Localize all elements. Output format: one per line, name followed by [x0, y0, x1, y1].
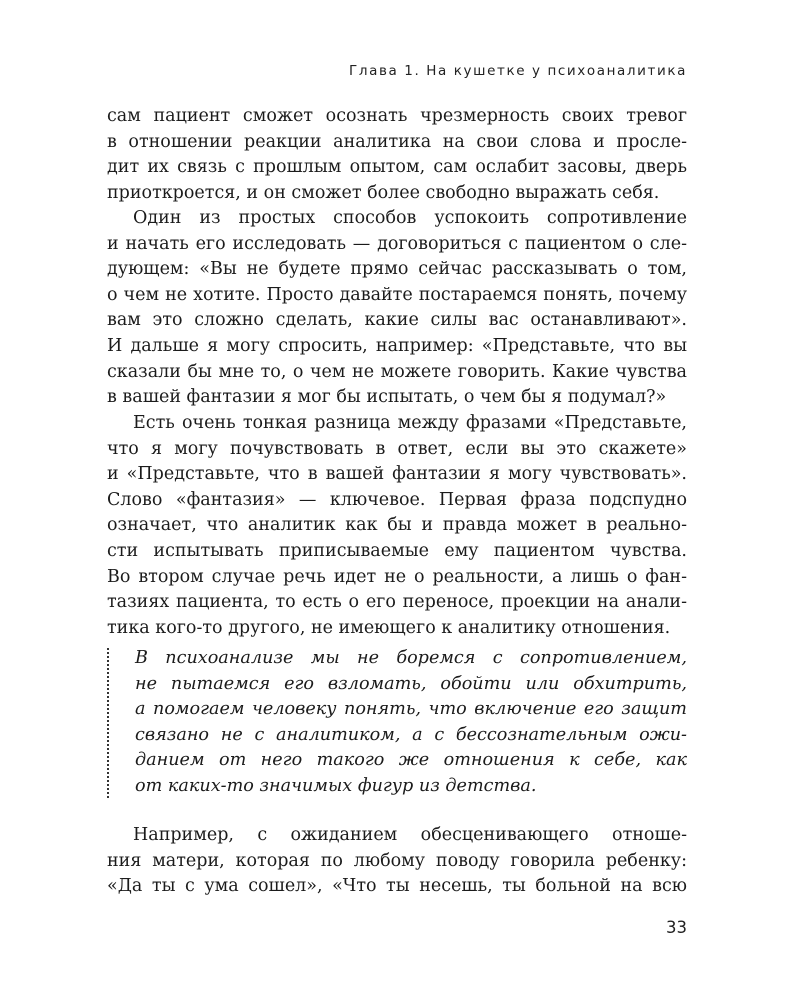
text-line: вам это сложно сделать, какие силы вас останавливают». — [107, 310, 687, 331]
text-line: И дальше я могу спросить, например: «Представьте, что вы — [107, 335, 687, 356]
text-line: означает, что аналитик как бы и правда может в реально- — [107, 515, 687, 536]
paragraph-2 — [107, 206, 687, 411]
text-line: дит их связь с прошлым опытом, сам ослабит засовы, дверь — [107, 157, 687, 178]
text-line: что я могу почувствовать в ответ, если вы это скажете» — [107, 438, 687, 459]
paragraph-1 — [107, 104, 687, 206]
text-line: Один из простых способов успокоить сопротивление — [133, 208, 687, 228]
quote-line: связано не с аналитиком, а с бессознательным ожи- — [135, 724, 687, 745]
paragraph-4 — [107, 823, 687, 900]
pull-quote — [107, 644, 687, 802]
page-number: 33 — [666, 918, 687, 937]
text-line: и начать его исследовать — договориться с пациентом о сле- — [107, 233, 687, 254]
dotted-rule — [107, 648, 109, 798]
text-line: Есть очень тонкая разница между фразами «Представьте, — [133, 413, 687, 433]
text-line: сказали бы мне то, о чем не можете говорить. Какие чувства — [107, 361, 687, 382]
text-line: и «Представьте, что в вашей фантазии я могу чувствовать». — [107, 464, 687, 485]
text-line: сам пациент сможет осознать чрезмерность своих тревог — [107, 106, 687, 126]
text-line: тика кого-то другого, не имеющего к аналитику отношения. — [107, 617, 671, 638]
text-line: дующем: «Вы не будете прямо сейчас рассказывать о том, — [107, 259, 687, 280]
text-line: Во втором случае речь идет не о реальности, а лишь о фан- — [107, 566, 687, 587]
quote-line: В психоанализе мы не боремся с сопротивлением, — [135, 648, 687, 668]
quote-line: данием от него такого же отношения к себе, как — [135, 750, 687, 771]
text-line: Например, с ожиданием обесценивающего отноше- — [133, 825, 687, 845]
text-line: в отношении реакции аналитика на свои слова и просле- — [107, 131, 687, 152]
text-line: о чем не хотите. Просто давайте постараемся понять, почему — [107, 284, 687, 305]
text-line: Слово «фантазия» — ключевое. Первая фраза подспудно — [107, 489, 687, 510]
text-line: в вашей фантазии я мог бы испытать, о чем бы я подумал?» — [107, 387, 667, 408]
paragraph-3 — [107, 411, 687, 641]
text-line: сти испытывать приписываемые ему пациентом чувства. — [107, 540, 687, 561]
quote-line: а помогаем человеку понять, что включение его защит — [135, 699, 687, 720]
text-line: «Да ты с ума сошел», «Что ты несешь, ты больной на всю — [107, 876, 687, 897]
quote-line: от каких-то значимых фигур из детства. — [135, 775, 537, 796]
running-header: Глава 1. На кушетке у психоаналитика — [349, 63, 687, 79]
text-line: тазиях пациента, то есть о его переносе, проекции на анали- — [107, 592, 687, 613]
quote-line: не пытаемся его взломать, обойти или обхитрить, — [135, 673, 687, 694]
text-line: ния матери, которая по любому поводу говорила ребенку: — [107, 850, 687, 871]
pull-quote-text — [135, 646, 687, 800]
text-line: приоткроется, и он сможет более свободно выражать себя. — [107, 182, 660, 203]
